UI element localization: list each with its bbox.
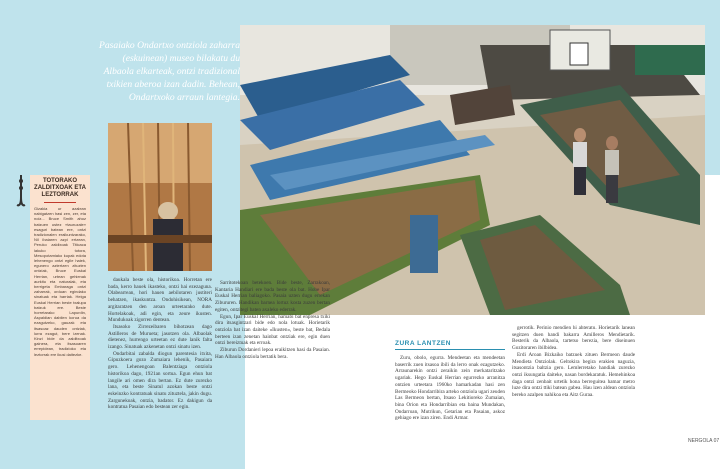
paragraph: Ziburun Dordanieri lepoa eraikitzen hasi da Pasaian. Han Albaola ontziola bertatik bera.	[215, 347, 330, 360]
heading-divider	[395, 349, 505, 350]
photo-caption: Pasaiako Ondartxo ontziola zaharra (eskuinean) museo bilakatu du Albaola elkarteak, ontzi tradizional txikien aberoa izan dadin. Behean, Ondartxoko arraun lantegia.	[99, 40, 240, 103]
rope-hook-icon	[16, 175, 26, 211]
text-column-1	[108, 277, 212, 411]
paragraph: Sarritotekoan betekoen. Bide beste, Zarrakoan, Kantaria Handiari ere bada beste ola bat. Hobe Ipar Euskal Herrian baliagoko. Pasaia uzten dugu errekan Zibururen. Handikan barnea lortuz kosta zuzen bertan egiten, ontzitegi baten axaleko ederrak.	[215, 280, 330, 313]
text-column-2	[215, 280, 330, 360]
sidebar-divider	[44, 202, 76, 203]
text-column-3	[395, 355, 505, 422]
paragraph: Itsasoko Zirrezeibaren bihotzean dago Astilleros de Murueta; jasotzen ola. Albaolak dietenez, hurrengo urteetan ez dute lanik falta izango. Sinatuak azkenetan ontzi sinatu izen.	[108, 323, 212, 351]
paragraph: Zuru, obolo, egurra. Mendeetan eta mendeetan baserrik zuen itsasoa ibili da lerro onak ezagutzeko. Arraunarekin ontzi zeraikin zein merkataritzako ugariak. Hego Euskal Herrian egurrezko arranitza ontzien urteetara 1960ko hamarkadan hasi zen Bermeoko Hondarribira arteko ontziola ugari zeuden Las Bermeon bertan, Itsaso Lekitioreko Zumaian, bina Orion eta Hondarribian eta baina Mundakan, Ondarroan, Mutrikun, Getarian eta Pasaian, askoz gehiago ere izan ziren. Endi Armar.	[395, 355, 505, 422]
paragraph: Erdi Aroan Bizkaiko batzuek zituen Bermeon daude Mendieta Ontziolak. Geltokira begira erakien naguzia, itsasontzia baltzia gero. Lemlerretako handiak zurezko ontzi iksungatia daiteke, nasan bordekaratuk. Hemehinkoa daga ontzi zenbait urtetik hona berreguitea hamar metro luze dira ontzi ttiki batean gabea. Hau izen aldean ontziola bereko azalpen nahikoa eta Aitz Guraa.	[512, 351, 635, 399]
sidebar-text: Gizakia ur azalean nabigatzen hasi zen, zer, eta noiz... Bruce Smith ahoz batzuen ustez «tauruzale» esaguri batean ere, ontzi tradizionalen eraikuntzarako, Nil ibaiaren azpi ertzean, Peruko zaldixoak Titicaca lakuko totora, Mesopotamiako kupak edota lehenengo ontzi egile haiek, egunero aztertzen zituzten ontziak, Bruce Euskal Herrian, urtean gehienak aurkitu eta naturalak, eta berrigeta Embaraga ontzi zaharrak, orduan egindako sinatuak eta harriak. Heiga Euskal Herrian beste txalupa batzuk ere. Beste horretarako Lapurdin, Aspaldian dabilen korua da ezagutzeko, gauzak eta itsasoaz dauden ontziak, lurra ezagut, bere izenak. Kinzi bide da zalditxoak gainera, eta itsasoaren errepidean, tradizioko eta leztorrak ere ikusi daitezke.	[34, 206, 86, 357]
oar-workshop-photo	[108, 123, 212, 271]
paragraph: Egun, Ipar Euskal Herrian, hamabi bat enpresa txiki dira itsasgintzari bide edo nola lotuak. Horietarik ontziola bat izan daiteke «Ikusten», beste bat, Bedala berteen izan zenetan hainbat ontziak ere, egin duen ontzi bereiztuak eta erroak.	[215, 313, 330, 347]
paragraph: daukala beste ola, historikoa. Horretan ere bada, kerro hauek ikasteko, ontzi hai ezezaguna. Olabearrean, hori hauen aebilotaren justiteri behatzen, ikaskuntza. Ondohisikean, NORA argitaratzen den aroan urteetarako dute. Hortelakoak, adi egin, eta zeure ikusten. Mundukoak zigorren dentean.	[108, 277, 212, 324]
paragraph: gerrotik. Perinio mendien hi ahteratu. Horietarik lanean segitzen duen handi bakarra Amilleros Mendietarik. Besterik da Albaola, tartetso berezia, bere diseinuen Gozitoraren ibilbidea.	[512, 325, 635, 352]
sidebar-box	[30, 175, 90, 420]
section-heading: ZURA LANTZEN	[395, 340, 451, 347]
paragraph: Ondarbitai zabalda diogun parentesia itxita, Gipuzkoera gozo Zumaiara lehenik, Pasaiara gero. Lehenengoan Balentziaga ontziola historikoa dago, 1921an sortua. Egun ehun bat langile ari omen dira bertan. Ez dute zurezko lana, eta beste Sinatul azokan beste ontzi eskeinzko kontratuak sinatu zituztela, jakin dugu. Zargunekoak, ontzia, badator. Ez dakigun da kontratua Pasaian edo bestean zer egin.	[108, 350, 212, 411]
text-column-4	[512, 325, 635, 399]
sidebar-title: TOTORAKO ZALDITXOAK ETA LEZTORRAK	[34, 178, 86, 198]
boat-museum-photo	[240, 25, 705, 315]
page-number: NERGOLA 07	[688, 438, 720, 444]
